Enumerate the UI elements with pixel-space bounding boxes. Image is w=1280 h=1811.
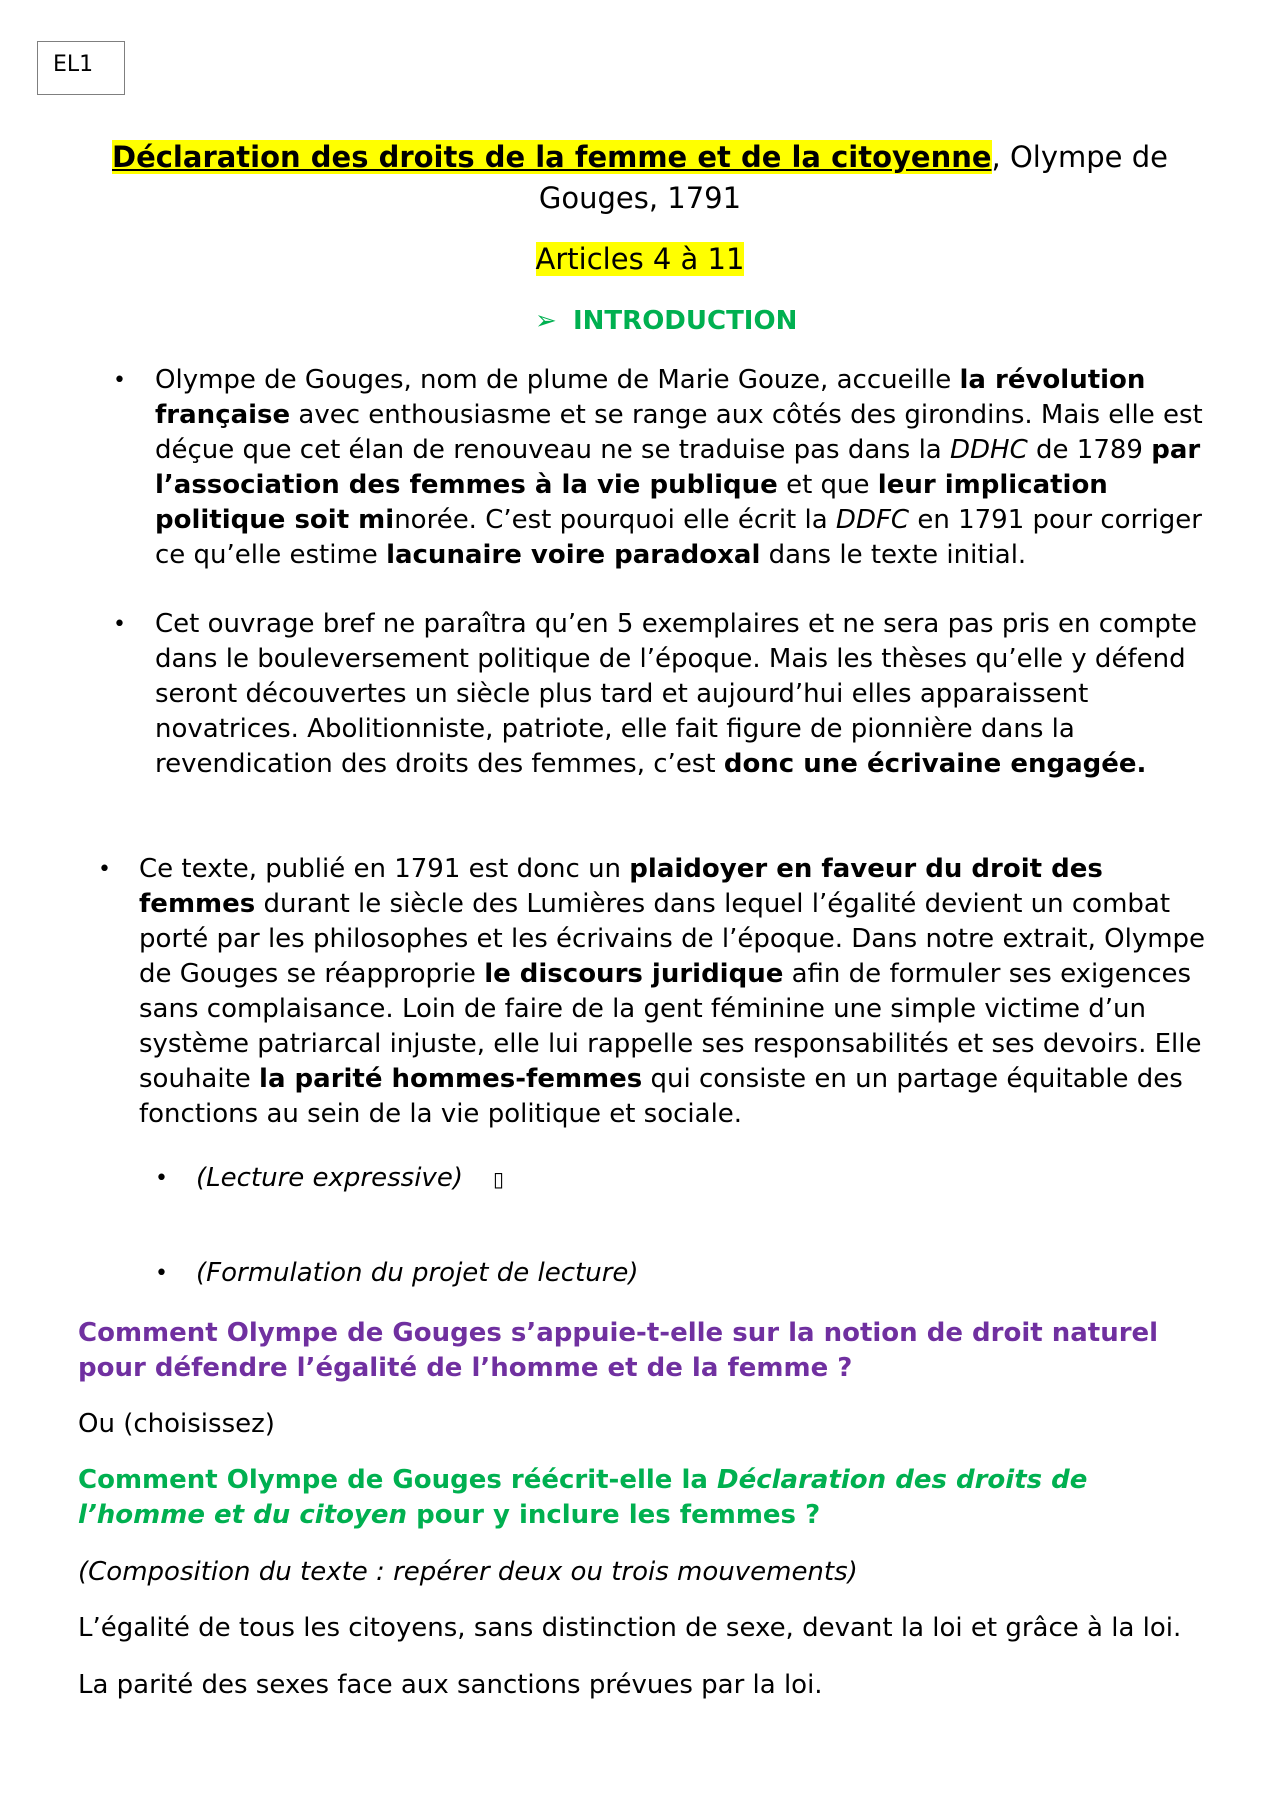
movement-2: La parité des sexes face aux sanctions prévues par la loi.: [78, 1670, 823, 1700]
bullet-icon: •: [155, 1166, 168, 1191]
introduction-label: INTRODUCTION: [573, 306, 798, 336]
expressive-reading-label: (Lecture expressive): [196, 1163, 463, 1193]
bullet-icon: •: [155, 1261, 168, 1286]
articles-heading: [0, 239, 1280, 280]
document-tag-box: [37, 41, 125, 95]
bullet-icon: •: [113, 612, 126, 637]
movement-1: L’égalité de tous les citoyens, sans distinction de sexe, devant la loi et grâce à la loi.: [78, 1613, 1182, 1643]
composition-note: (Composition du texte : repérer deux ou trois mouvements): [78, 1557, 858, 1587]
arrow-bullet-icon: ➢: [535, 306, 557, 336]
bullet-icon: •: [113, 368, 126, 393]
placeholder-glyph-icon: ▯: [492, 1167, 504, 1191]
reading-question-2: Comment Olympe de Gouges réécrit-elle la Déclaration des droits de l’homme et du citoyen pour y inclure les femmes ?: [78, 1465, 1088, 1530]
bullet-icon: •: [98, 857, 111, 882]
articles-label: Articles 4 à 11: [535, 242, 745, 276]
document-title: [70, 137, 1210, 219]
introduction-heading: [535, 304, 797, 339]
reading-question-1: Comment Olympe de Gouges s’appuie-t-elle sur la notion de droit naturel pour défendre l’égalité de l’homme et de la femme ?: [78, 1318, 1159, 1383]
intro-paragraph-1-text: Olympe de Gouges, nom de plume de Marie Gouze, accueille la révolution française avec enthousiasme et se range aux côtés des girondins. Mais elle est déçue que cet élan de renouveau ne se traduise pas dans la DDHC de 1789 par l’association des femmes à la vie publique et que leur implication politique soit minorée. C’est pourquoi elle écrit la DDFC en 1791 pour corriger ce qu’elle estime lacunaire voire paradoxal dans le texte initial.: [155, 365, 1203, 570]
work-title: Déclaration des droits de la femme et de la citoyenne: [112, 140, 992, 174]
intro-paragraph-2-text: Cet ouvrage bref ne paraîtra qu’en 5 exemplaires et ne sera pas pris en compte dans le bouleversement politique de l’époque. Mais les thèses qu’elle y défend seront découvertes un siècle plus tard et aujourd’hui elles apparaissent novatrices. Abolitionniste, patriote, elle fait figure de pionnière dans la revendication des droits des femmes, c’est donc une écrivaine engagée.: [155, 609, 1198, 779]
or-choose-label: Ou (choisissez): [78, 1409, 275, 1439]
title-author-date: Gouges, 1791: [538, 181, 742, 215]
title-author: , Olympe de: [991, 140, 1168, 174]
intro-paragraph-3-text: Ce texte, publié en 1791 est donc un plaidoyer en faveur du droit des femmes durant le siècle des Lumières dans lequel l’égalité devient un combat porté par les philosophes et les écrivains de l’époque. Dans notre extrait, Olympe de Gouges se réapproprie le discours juridique afin de formuler ses exigences sans complaisance. Loin de faire de la gent féminine une simple victime d’un système patriarcal injuste, elle lui rappelle ses responsabilités et ses devoirs. Elle souhaite la parité hommes-femmes qui consiste en un partage équitable des fonctions au sein de la vie politique et sociale.: [139, 854, 1206, 1129]
reading-project-label: (Formulation du projet de lecture): [196, 1258, 639, 1288]
document-tag: EL1: [53, 52, 94, 77]
